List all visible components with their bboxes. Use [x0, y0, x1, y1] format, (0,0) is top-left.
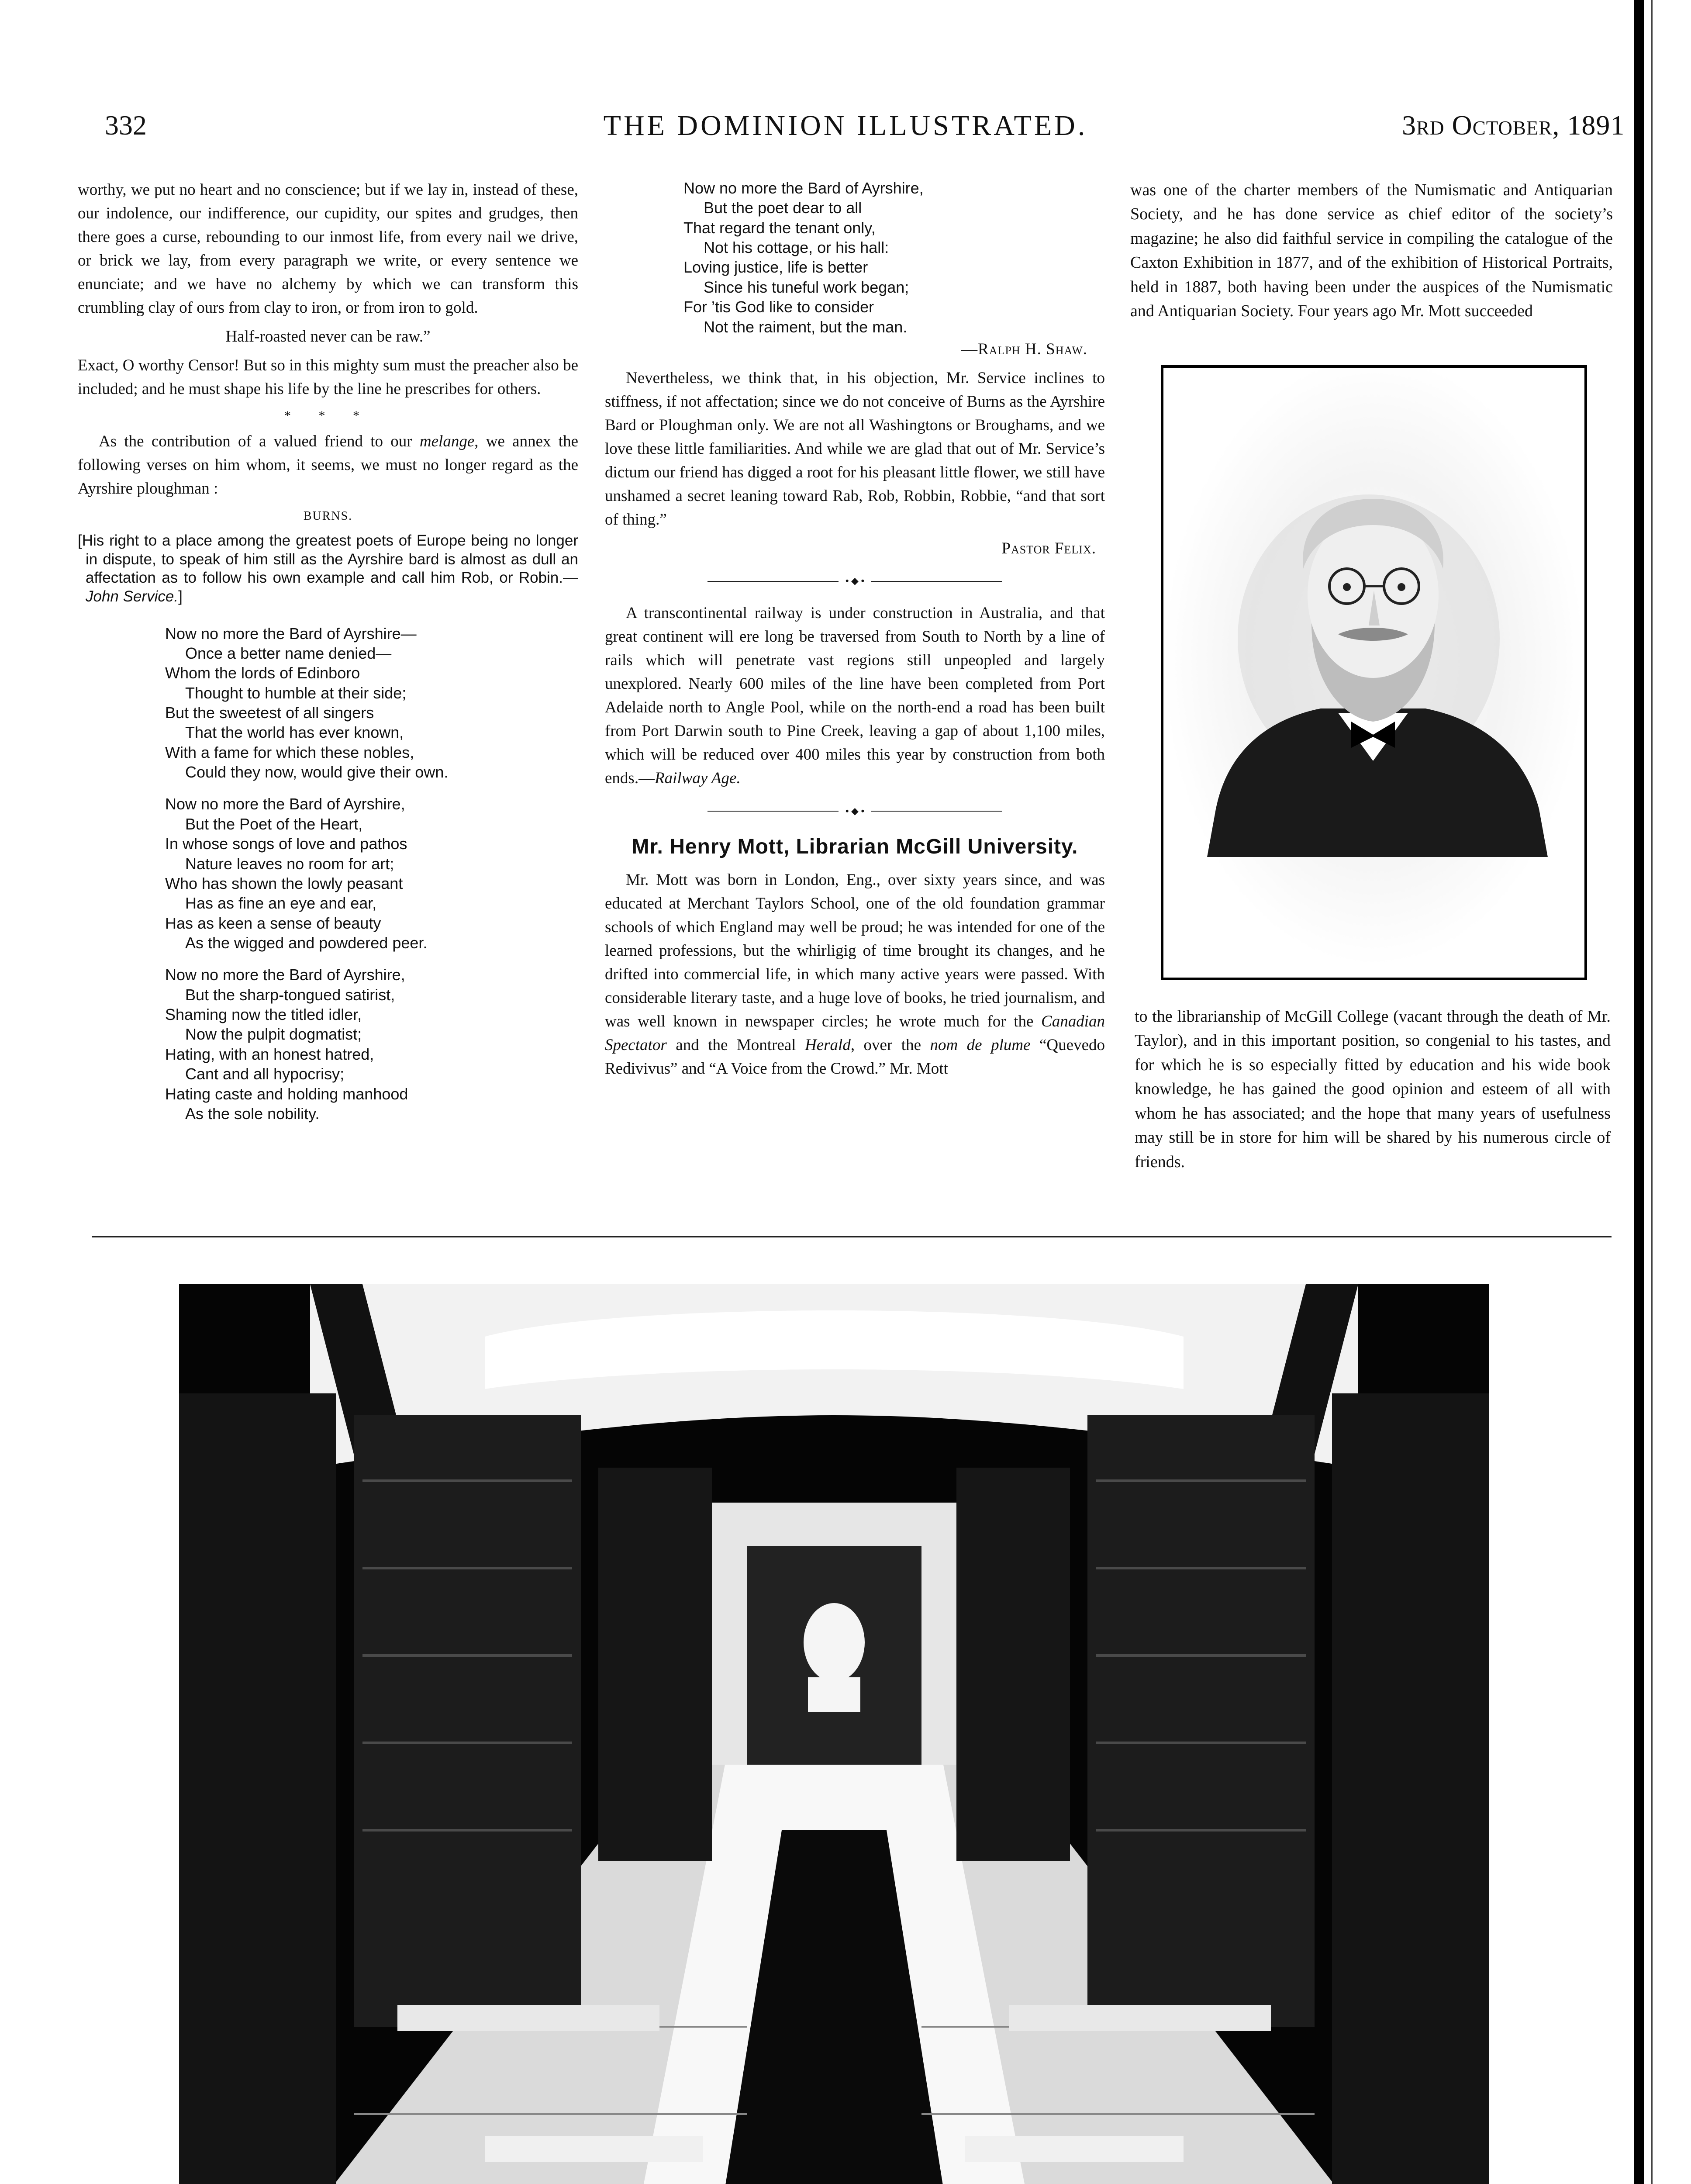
portrait-henry-mott — [1161, 365, 1587, 980]
issue-date: 3rd October, 1891 — [1402, 110, 1625, 141]
page-edge-rule — [1634, 0, 1644, 2184]
portrait-illustration — [1163, 368, 1584, 978]
page-edge-rule-thin — [1651, 0, 1653, 2184]
poem-title: BURNS. — [303, 509, 353, 523]
paragraph: Exact, O worthy Censor! But so in this mighty sum must the preacher also be included; and he must shape his life by the line he prescribes for others. — [78, 356, 578, 398]
article-heading: Mr. Henry Mott, Librarian McGill University. — [632, 835, 1078, 859]
library-illustration — [179, 1284, 1489, 2184]
paragraph: Mr. Mott was born in London, Eng., over sixty years since, and was educated at Merchant Taylors School, one of the old foundation grammar schools of which England may well be proud; he was intended for one of the learned professions, but the whirligig of time brought its changes, and he drifted into commercial life, in which many active years were passed. With considerable literary taste, and a huge love of books, he tried journalism, and was well known in newspaper circles; he wrote much for the Canadian Spectator and the Montreal Herald, over the nom de plume “Quevedo Redivivus” and “A Voice from the Crowd.” Mr. Mott — [605, 871, 1105, 1078]
poem-stanza-4: Now no more the Bard of Ayrshire, But the poet dear to all That regard the tenant only, Not his cottage, or his hall: Loving justice, life is better Since his tuneful work began; For ’tis God like to consider Not the raiment, but the man. — [683, 179, 924, 336]
paragraph: was one of the charter members of the Numismatic and Antiquarian Society, and he has done service as chief editor of the society’s magazine; he also did faithful service in compiling the catalogue of the Caxton Exhibition in 1877, and of the exhibition of Historical Portraits, held in 1887, both having been under the auspices of the Numismatic and Antiquarian Society. Four years ago Mr. Mott succeeded — [1130, 181, 1613, 321]
column-three-bottom — [1135, 1005, 1611, 1179]
ornament-divider: • ◆ • — [605, 798, 1105, 822]
column-two — [605, 178, 1105, 1086]
page-number: 332 — [105, 110, 147, 141]
paragraph: A transcontinental railway is under construction in Australia, and that great continent will ere long be traversed from South to North by a line of rails which will penetrate vast regions still unpeopled and largely unexplored. Nearly 600 miles of the line have been completed from Port Adelaide north to Angle Pool, while on the north-end a road has been built from Port Darwin south to Pine Creek, leaving a gap of about 1,100 miles, which will be reduced over 400 miles this year by construction from both ends.—Railway Age. — [605, 604, 1105, 788]
quote-line: Half-roasted never can be raw.” — [225, 328, 431, 346]
section-rule — [92, 1236, 1612, 1237]
poem-stanza-1: Now no more the Bard of Ayrshire— Once a better name denied— Whom the lords of Edinboro Thought to humble at their side; But the sweetest of all singers That the world has ever known, With a fame for which these nobles, Could they now, would give their own. — [165, 624, 449, 781]
paragraph: Nevertheless, we think that, in his objection, Mr. Service inclines to stiffness, if not affectation; since we do not conceive of Burns as the Ayrshire Bard or Ploughman only. We are not all Washingtons or Broughams, and we love these little familiarities. And while we are glad that out of Mr. Service’s dictum our friend has digged a root for his pleasant little flower, we still have unshamed a secret leaning toward Rab, Rob, Robbin, Robbie, “and that sort of thing.” — [605, 369, 1105, 529]
publication-title: THE DOMINION ILLUSTRATED. — [603, 110, 1088, 142]
poem-stanza-2: Now no more the Bard of Ayrshire, But the Poet of the Heart, In whose songs of love and pathos Nature leaves no room for art; Who has shown the lowly peasant Has as fine an eye and ear, Has as keen a sense of beauty As the wigged and powdered peer. — [165, 795, 428, 952]
section-divider-stars: * * * — [284, 408, 372, 423]
paragraph: As the contribution of a valued friend to our melange, we annex the following verses on him whom, it seems, we must no longer regard as the Ayrshire ploughman : — [78, 432, 578, 498]
poem-stanza-3: Now no more the Bard of Ayrshire, But the sharp-tongued satirist, Shaming now the titled idler, Now the pulpit dogmatist; Hating, with an honest hatred, Cant and all hypocrisy; Hating caste and holding manhood As the sole nobility. — [165, 966, 408, 1123]
poem-epigraph: [His right to a place among the greatest poets of Europe being no longer in dispute, to speak of him still as the Ayrshire bard is almost as dull an affectation as to follow his own example and call him Rob, or Robin.—John Service.] — [78, 532, 578, 605]
article-signature: Pastor Felix. — [1001, 539, 1096, 557]
paragraph: to the librarianship of McGill College (vacant through the death of Mr. Taylor), and in this important position, so congenial to his tastes, and for which he is so especially fitted by education and his wide book knowledge, he has gained the good opinion and esteem of all with whom he has associated; and the hope that many years of usefulness may still be in store for him will be shared by his numerous circle of friends. — [1135, 1007, 1611, 1171]
library-photograph — [179, 1284, 1489, 2184]
paragraph: worthy, we put no heart and no conscience; but if we lay in, instead of these, our indolence, our indifference, our cupidity, our spites and grudges, then there goes a curse, rebounding to our inmost life, from every nail we drive, or brick we lay, from every paragraph we write, or every sentence we enunciate; and we have no alchemy by which we can transform this crumbling clay of ours from clay to iron, or from iron to gold. — [78, 181, 578, 317]
column-one — [78, 178, 578, 1136]
ornament-divider: • ◆ • — [605, 568, 1105, 592]
column-three-top — [1130, 178, 1613, 329]
poem-signature: —Ralph H. Shaw. — [961, 340, 1087, 358]
